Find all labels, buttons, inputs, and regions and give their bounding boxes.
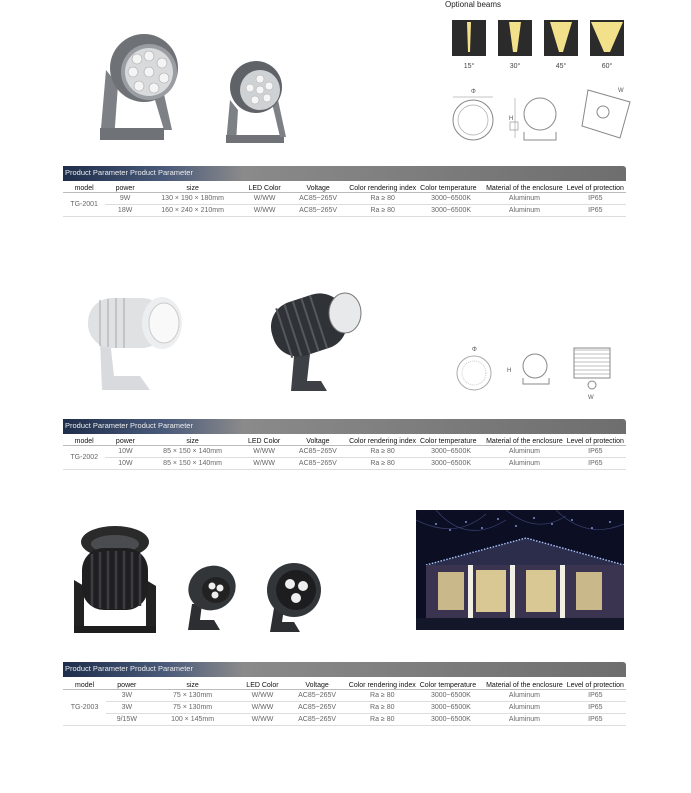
cell-material: Aluminum xyxy=(484,446,565,458)
dimension-drawing-front-2 xyxy=(452,345,497,395)
model-cell: TG-2003 xyxy=(63,690,106,726)
cell-cct: 3000~6500K xyxy=(418,702,484,714)
header-model: model xyxy=(63,185,105,193)
cell-material: Aluminum xyxy=(484,458,565,470)
cell-cct: 3000~6500K xyxy=(418,714,484,726)
cell-size: 130 × 190 × 180mm xyxy=(145,193,240,205)
cell-protection: IP65 xyxy=(565,446,626,458)
cell-size: 100 × 145mm xyxy=(148,714,238,726)
cell-protection: IP65 xyxy=(565,193,626,205)
dim-label-diameter: Φ xyxy=(472,347,477,353)
header-model: model xyxy=(63,682,106,690)
header-cct: Color temperature xyxy=(418,682,484,690)
dimension-drawing-top-2 xyxy=(570,345,615,403)
cell-material: Aluminum xyxy=(484,690,565,702)
header-protection: Level of protection xyxy=(565,438,626,446)
dimension-drawing-top xyxy=(578,80,638,142)
header-cri: Color rendering index xyxy=(349,437,417,445)
cell-voltage: AC85~265V xyxy=(289,446,347,458)
dim-label-width: W xyxy=(618,88,624,94)
cell-cct: 3000~6500K xyxy=(418,446,484,458)
header-power: power xyxy=(105,185,145,193)
header-protection: Level of protection xyxy=(565,185,626,193)
dim-label-diameter: Φ xyxy=(471,89,476,95)
beam-30-icon xyxy=(498,20,532,56)
beam-label-45: 45° xyxy=(555,63,567,70)
cell-power: 10W xyxy=(105,446,145,458)
dim-label-height: H xyxy=(509,116,514,122)
spec-table-tg2003 xyxy=(63,682,626,726)
cell-cri: Ra ≥ 80 xyxy=(347,690,418,702)
cell-protection: IP65 xyxy=(565,205,626,217)
cell-voltage: AC85~265V xyxy=(289,205,347,217)
cell-voltage: AC85~265V xyxy=(289,193,347,205)
header-led-color: LED Color xyxy=(238,682,288,690)
spec-table-header xyxy=(63,438,626,446)
cell-power: 3W xyxy=(106,702,148,714)
beam-label-30: 30° xyxy=(509,63,521,70)
cell-power: 3W xyxy=(106,690,148,702)
header-model: model xyxy=(63,438,105,446)
cell-voltage: AC85~265V xyxy=(287,690,346,702)
beam-label-15: 15° xyxy=(463,63,475,70)
table-row xyxy=(63,193,626,205)
cell-led-color: W/WW xyxy=(240,193,289,205)
dim-label-width: W xyxy=(588,395,594,401)
cell-power: 9W xyxy=(105,193,145,205)
cell-size: 75 × 130mm xyxy=(148,702,238,714)
product-image-tg2002-white xyxy=(80,280,190,395)
cell-voltage: AC85~265V xyxy=(287,714,346,726)
cell-cct: 3000~6500K xyxy=(418,458,484,470)
header-size: size xyxy=(145,185,240,193)
dimension-drawing-front xyxy=(443,85,503,145)
header-protection: Level of protection xyxy=(565,682,626,690)
section-bar-label: Product Parameter Product Parameter xyxy=(65,421,193,430)
cell-material: Aluminum xyxy=(484,205,565,217)
product-image-tg2002-dark xyxy=(265,285,365,395)
header-size: size xyxy=(146,438,240,446)
section-bar-tg2001 xyxy=(63,166,626,181)
cell-cct: 3000~6500K xyxy=(418,205,484,217)
header-cri: Color rendering index xyxy=(349,184,417,192)
dim-label-height: H xyxy=(507,368,512,374)
header-power: power xyxy=(106,682,148,690)
section-bar-tg2003 xyxy=(63,662,626,677)
cell-led-color: W/WW xyxy=(238,702,288,714)
product-image-tg2001-small xyxy=(222,55,292,145)
dimension-drawing-side-2 xyxy=(505,348,557,388)
cell-voltage: AC85~265V xyxy=(287,702,346,714)
header-material: Material of the enclosure xyxy=(486,184,563,192)
header-voltage: Voltage xyxy=(289,185,347,193)
beam-label-60: 60° xyxy=(601,63,613,70)
cell-power: 9/15W xyxy=(106,714,148,726)
cell-protection: IP65 xyxy=(565,690,626,702)
spec-table-header xyxy=(63,682,626,690)
optional-beams-title: Optional beams xyxy=(445,0,502,9)
header-cri: Color rendering index xyxy=(348,681,416,689)
header-material: Material of the enclosure xyxy=(486,681,563,689)
cell-voltage: AC85~265V xyxy=(289,458,347,470)
product-image-tg2003-medium xyxy=(180,560,240,635)
spec-table-header xyxy=(63,185,626,193)
cell-material: Aluminum xyxy=(484,714,565,726)
table-row xyxy=(63,205,626,217)
cell-size: 85 × 150 × 140mm xyxy=(146,446,240,458)
beam-15-icon xyxy=(452,20,486,56)
cell-size: 160 × 240 × 210mm xyxy=(145,205,240,217)
cell-cct: 3000~6500K xyxy=(418,690,484,702)
product-image-tg2001-large xyxy=(92,30,197,145)
table-row xyxy=(63,690,626,702)
cell-cri: Ra ≥ 80 xyxy=(347,446,418,458)
table-row xyxy=(63,458,626,470)
section-bar-label: Product Parameter Product Parameter xyxy=(65,664,193,673)
product-image-tg2003-large xyxy=(68,520,163,635)
header-size: size xyxy=(148,682,238,690)
section-bar-label: Product Parameter Product Parameter xyxy=(65,168,193,177)
cell-power: 18W xyxy=(105,205,145,217)
header-material: Material of the enclosure xyxy=(486,437,563,445)
section-bar-tg2002 xyxy=(63,419,626,434)
cell-material: Aluminum xyxy=(484,193,565,205)
cell-led-color: W/WW xyxy=(240,205,289,217)
header-power: power xyxy=(105,438,145,446)
cell-protection: IP65 xyxy=(565,714,626,726)
table-row xyxy=(63,446,626,458)
beam-60-icon xyxy=(590,20,624,56)
header-cct: Color temperature xyxy=(418,185,484,193)
cell-led-color: W/WW xyxy=(238,714,288,726)
cell-power: 10W xyxy=(105,458,145,470)
cell-material: Aluminum xyxy=(484,702,565,714)
cell-cri: Ra ≥ 80 xyxy=(347,702,418,714)
cell-protection: IP65 xyxy=(565,702,626,714)
table-row xyxy=(63,702,626,714)
product-image-tg2003-small xyxy=(258,560,328,635)
cell-cri: Ra ≥ 80 xyxy=(347,714,418,726)
cell-size: 75 × 130mm xyxy=(148,690,238,702)
header-led-color: LED Color xyxy=(240,185,289,193)
cell-cri: Ra ≥ 80 xyxy=(347,458,418,470)
cell-cct: 3000~6500K xyxy=(418,193,484,205)
cell-led-color: W/WW xyxy=(240,446,289,458)
cell-cri: Ra ≥ 80 xyxy=(347,193,418,205)
header-voltage: Voltage xyxy=(287,682,346,690)
cell-protection: IP65 xyxy=(565,458,626,470)
cell-size: 85 × 150 × 140mm xyxy=(146,458,240,470)
model-cell: TG-2002 xyxy=(63,446,105,470)
dimension-drawing-side xyxy=(508,92,568,144)
application-photo xyxy=(416,510,624,630)
header-cct: Color temperature xyxy=(418,438,484,446)
beam-45-icon xyxy=(544,20,578,56)
spec-table-tg2001 xyxy=(63,185,626,217)
table-row xyxy=(63,714,626,726)
header-led-color: LED Color xyxy=(240,438,289,446)
header-voltage: Voltage xyxy=(289,438,347,446)
model-cell: TG-2001 xyxy=(63,193,105,217)
cell-cri: Ra ≥ 80 xyxy=(347,205,418,217)
cell-led-color: W/WW xyxy=(240,458,289,470)
cell-led-color: W/WW xyxy=(238,690,288,702)
spec-table-tg2002 xyxy=(63,438,626,470)
